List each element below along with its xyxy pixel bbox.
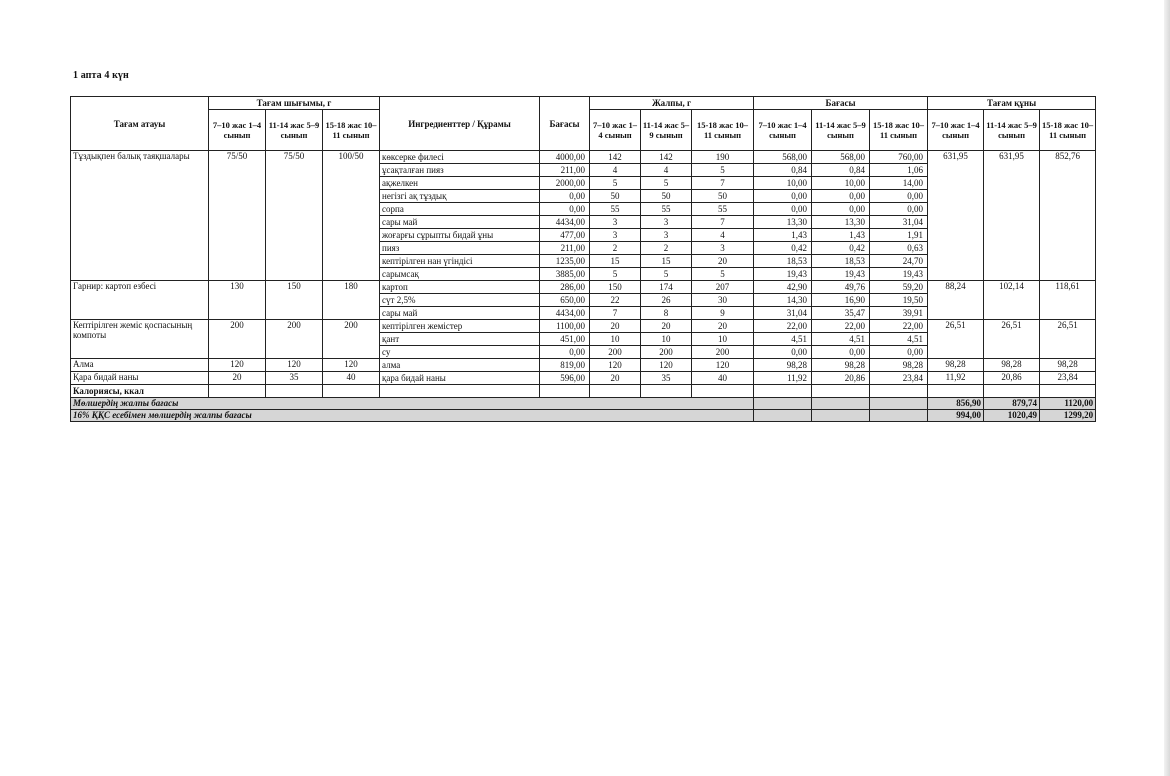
ingredient-gross: 3 xyxy=(641,229,692,242)
dish-cost: 26,51 xyxy=(928,320,984,359)
calories-row xyxy=(71,385,1096,398)
ingredient-gross: 10 xyxy=(641,333,692,346)
ingredient-name: сары май xyxy=(380,216,540,229)
total-vat-row xyxy=(71,410,1096,422)
ingredient-name: қант xyxy=(380,333,540,346)
dish-yield: 200 xyxy=(266,320,323,359)
ingredient-cost: 0,42 xyxy=(754,242,812,255)
ingredient-gross: 22 xyxy=(590,294,641,307)
ingredient-cost: 0,00 xyxy=(870,346,928,359)
ingredient-cost: 22,00 xyxy=(754,320,812,333)
ingredient-gross: 3 xyxy=(692,242,754,255)
ingredient-name: кептірілген нан үгіндісі xyxy=(380,255,540,268)
dish-cost: 23,84 xyxy=(1040,372,1096,385)
dish-name: Гарнир: картоп езбесі xyxy=(71,281,209,320)
total-value: 856,90 xyxy=(928,398,984,410)
dish-yield: 35 xyxy=(266,372,323,385)
ingredient-gross: 7 xyxy=(692,216,754,229)
header-gross-age: 15-18 жас 10–11 сынып xyxy=(692,110,754,151)
ingredient-price: 1235,00 xyxy=(540,255,590,268)
header-gross-group: Жалпы, г xyxy=(590,97,754,110)
ingredient-cost: 22,00 xyxy=(870,320,928,333)
calories-cell xyxy=(266,385,323,398)
dish-yield: 75/50 xyxy=(266,151,323,281)
header-price: Бағасы xyxy=(540,97,590,151)
dish-cost: 102,14 xyxy=(984,281,1040,320)
ingredient-cost: 1,43 xyxy=(754,229,812,242)
ingredient-cost: 0,00 xyxy=(812,190,870,203)
ingredient-name: сары май xyxy=(380,307,540,320)
total-spacer xyxy=(754,398,812,410)
ingredient-price: 451,00 xyxy=(540,333,590,346)
ingredient-cost: 13,30 xyxy=(754,216,812,229)
menu-table xyxy=(70,96,1096,422)
total-row xyxy=(71,398,1096,410)
menu-body xyxy=(71,151,1096,422)
ingredient-cost: 14,00 xyxy=(870,177,928,190)
ingredient-price: 650,00 xyxy=(540,294,590,307)
ingredient-gross: 40 xyxy=(692,372,754,385)
ingredient-cost: 16,90 xyxy=(812,294,870,307)
ingredient-gross: 55 xyxy=(590,203,641,216)
ingredient-name: су xyxy=(380,346,540,359)
dish-yield: 120 xyxy=(209,359,266,372)
ingredient-gross: 7 xyxy=(692,177,754,190)
ingredient-cost: 0,63 xyxy=(870,242,928,255)
ingredient-price: 211,00 xyxy=(540,242,590,255)
ingredient-gross: 2 xyxy=(641,242,692,255)
ingredient-price: 0,00 xyxy=(540,346,590,359)
ingredient-gross: 190 xyxy=(692,151,754,164)
ingredient-cost: 4,51 xyxy=(754,333,812,346)
ingredient-gross: 4 xyxy=(590,164,641,177)
ingredient-gross: 3 xyxy=(590,229,641,242)
dish-name: Алма xyxy=(71,359,209,372)
header-cost-age: 15-18 жас 10–11 сынып xyxy=(870,110,928,151)
ingredient-price: 477,00 xyxy=(540,229,590,242)
ingredient-gross: 2 xyxy=(590,242,641,255)
ingredient-cost: 0,00 xyxy=(870,203,928,216)
ingredient-name: кептірілген жемістер xyxy=(380,320,540,333)
ingredient-gross: 20 xyxy=(590,372,641,385)
dish-yield: 200 xyxy=(323,320,380,359)
total-spacer xyxy=(754,410,812,422)
ingredient-cost: 568,00 xyxy=(754,151,812,164)
ingredient-gross: 207 xyxy=(692,281,754,294)
ingredient-cost: 19,43 xyxy=(870,268,928,281)
total-vat-value: 1299,20 xyxy=(1040,410,1096,422)
ingredient-cost: 0,00 xyxy=(754,346,812,359)
ingredient-cost: 49,76 xyxy=(812,281,870,294)
ingredient-gross: 8 xyxy=(641,307,692,320)
ingredient-cost: 98,28 xyxy=(812,359,870,372)
dish-cost: 88,24 xyxy=(928,281,984,320)
ingredient-gross: 4 xyxy=(641,164,692,177)
total-spacer xyxy=(870,398,928,410)
header-dish-cost-age: 15-18 жас 10–11 сынып xyxy=(1040,110,1096,151)
calories-cell xyxy=(540,385,590,398)
total-label: Мөлшердің жалпы бағасы xyxy=(71,398,754,410)
ingredient-name: пияз xyxy=(380,242,540,255)
ingredient-cost: 1,43 xyxy=(812,229,870,242)
ingredient-gross: 150 xyxy=(590,281,641,294)
dish-name: Тұздықпен балық таяқшалары xyxy=(71,151,209,281)
ingredient-gross: 174 xyxy=(641,281,692,294)
ingredient-cost: 0,00 xyxy=(870,190,928,203)
ingredient-gross: 3 xyxy=(590,216,641,229)
ingredient-cost: 31,04 xyxy=(754,307,812,320)
dish-cost: 118,61 xyxy=(1040,281,1096,320)
ingredient-cost: 19,43 xyxy=(812,268,870,281)
ingredient-cost: 0,00 xyxy=(812,346,870,359)
ingredient-gross: 200 xyxy=(590,346,641,359)
ingredient-gross: 20 xyxy=(692,320,754,333)
ingredient-gross: 55 xyxy=(641,203,692,216)
ingredient-cost: 10,00 xyxy=(754,177,812,190)
ingredient-cost: 31,04 xyxy=(870,216,928,229)
ingredient-name: сорпа xyxy=(380,203,540,216)
ingredient-cost: 35,47 xyxy=(812,307,870,320)
dish-yield: 20 xyxy=(209,372,266,385)
ingredient-gross: 50 xyxy=(590,190,641,203)
ingredient-price: 0,00 xyxy=(540,190,590,203)
ingredient-name: ақжелкен xyxy=(380,177,540,190)
dish-yield: 180 xyxy=(323,281,380,320)
table-row xyxy=(71,151,1096,164)
calories-cell xyxy=(984,385,1040,398)
ingredient-cost: 0,84 xyxy=(754,164,812,177)
dish-yield: 100/50 xyxy=(323,151,380,281)
ingredient-gross: 50 xyxy=(692,190,754,203)
ingredient-name: сүт 2,5% xyxy=(380,294,540,307)
calories-cell xyxy=(754,385,812,398)
ingredient-gross: 55 xyxy=(692,203,754,216)
ingredient-cost: 1,06 xyxy=(870,164,928,177)
total-vat-value: 1020,49 xyxy=(984,410,1040,422)
ingredient-price: 4434,00 xyxy=(540,216,590,229)
dish-cost: 11,92 xyxy=(928,372,984,385)
ingredient-cost: 98,28 xyxy=(870,359,928,372)
ingredient-cost: 0,00 xyxy=(754,203,812,216)
calories-cell xyxy=(209,385,266,398)
dish-yield: 75/50 xyxy=(209,151,266,281)
ingredient-price: 2000,00 xyxy=(540,177,590,190)
ingredient-gross: 120 xyxy=(692,359,754,372)
ingredient-gross: 10 xyxy=(692,333,754,346)
header-dish-cost-group: Тағам құны xyxy=(928,97,1096,110)
ingredient-gross: 30 xyxy=(692,294,754,307)
ingredient-cost: 10,00 xyxy=(812,177,870,190)
dish-yield: 40 xyxy=(323,372,380,385)
dish-yield: 120 xyxy=(323,359,380,372)
ingredient-name: алма xyxy=(380,359,540,372)
dish-cost: 26,51 xyxy=(1040,320,1096,359)
header-dish-name: Тағам атауы xyxy=(71,97,209,151)
ingredient-price: 3885,00 xyxy=(540,268,590,281)
total-value: 1120,00 xyxy=(1040,398,1096,410)
ingredient-gross: 142 xyxy=(641,151,692,164)
ingredient-cost: 18,53 xyxy=(812,255,870,268)
day-title: 1 апта 4 күн xyxy=(73,70,129,81)
header-ingredients: Ингредиенттер / Құрамы xyxy=(380,97,540,151)
header-dish-cost-age: 7–10 жас 1–4 сынып xyxy=(928,110,984,151)
ingredient-cost: 760,00 xyxy=(870,151,928,164)
ingredient-cost: 0,42 xyxy=(812,242,870,255)
calories-cell xyxy=(692,385,754,398)
ingredient-gross: 35 xyxy=(641,372,692,385)
ingredient-gross: 5 xyxy=(590,268,641,281)
header-yield-group: Тағам шығымы, г xyxy=(209,97,380,110)
ingredient-name: жоғарғы сұрыпты бидай ұны xyxy=(380,229,540,242)
ingredient-gross: 26 xyxy=(641,294,692,307)
total-spacer xyxy=(812,410,870,422)
ingredient-cost: 24,70 xyxy=(870,255,928,268)
ingredient-cost: 11,92 xyxy=(754,372,812,385)
dish-cost: 852,76 xyxy=(1040,151,1096,281)
total-value: 879,74 xyxy=(984,398,1040,410)
ingredient-cost: 0,84 xyxy=(812,164,870,177)
dish-cost: 631,95 xyxy=(928,151,984,281)
ingredient-price: 819,00 xyxy=(540,359,590,372)
dish-yield: 120 xyxy=(266,359,323,372)
ingredient-gross: 15 xyxy=(641,255,692,268)
dish-yield: 150 xyxy=(266,281,323,320)
ingredient-gross: 5 xyxy=(692,164,754,177)
header-cost-group: Бағасы xyxy=(754,97,928,110)
dish-cost: 26,51 xyxy=(984,320,1040,359)
ingredient-price: 1100,00 xyxy=(540,320,590,333)
dish-cost: 631,95 xyxy=(984,151,1040,281)
dish-yield: 200 xyxy=(209,320,266,359)
total-spacer xyxy=(870,410,928,422)
header-dish-cost-age: 11-14 жас 5–9 сынып xyxy=(984,110,1040,151)
dish-cost: 20,86 xyxy=(984,372,1040,385)
ingredient-gross: 142 xyxy=(590,151,641,164)
ingredient-gross: 5 xyxy=(641,268,692,281)
ingredient-cost: 23,84 xyxy=(870,372,928,385)
calories-cell xyxy=(812,385,870,398)
ingredient-cost: 0,00 xyxy=(754,190,812,203)
ingredient-cost: 4,51 xyxy=(812,333,870,346)
ingredient-gross: 5 xyxy=(590,177,641,190)
ingredient-cost: 22,00 xyxy=(812,320,870,333)
ingredient-cost: 568,00 xyxy=(812,151,870,164)
ingredient-gross: 20 xyxy=(692,255,754,268)
total-vat-label: 16% ҚҚС есебімен мөлшердің жалпы бағасы xyxy=(71,410,754,422)
ingredient-cost: 13,30 xyxy=(812,216,870,229)
header-yield-age: 7–10 жас 1–4 сынып xyxy=(209,110,266,151)
ingredient-name: ұсақталған пияз xyxy=(380,164,540,177)
calories-cell xyxy=(380,385,540,398)
table-row xyxy=(71,320,1096,333)
header-yield-age: 15-18 жас 10–11 сынып xyxy=(323,110,380,151)
calories-cell xyxy=(928,385,984,398)
ingredient-gross: 9 xyxy=(692,307,754,320)
calories-cell xyxy=(870,385,928,398)
calories-label: Калориясы, ккал xyxy=(71,385,209,398)
table-row xyxy=(71,359,1096,372)
ingredient-name: көксерке филесі xyxy=(380,151,540,164)
ingredient-cost: 1,91 xyxy=(870,229,928,242)
calories-cell xyxy=(323,385,380,398)
ingredient-gross: 5 xyxy=(692,268,754,281)
ingredient-price: 4434,00 xyxy=(540,307,590,320)
ingredient-cost: 59,20 xyxy=(870,281,928,294)
dish-cost: 98,28 xyxy=(1040,359,1096,372)
ingredient-gross: 200 xyxy=(692,346,754,359)
header-cost-age: 11-14 жас 5–9 сынып xyxy=(812,110,870,151)
ingredient-gross: 4 xyxy=(692,229,754,242)
dish-name: Қара бидай наны xyxy=(71,372,209,385)
calories-cell xyxy=(590,385,641,398)
ingredient-price: 286,00 xyxy=(540,281,590,294)
ingredient-gross: 15 xyxy=(590,255,641,268)
ingredient-price: 0,00 xyxy=(540,203,590,216)
calories-cell xyxy=(1040,385,1096,398)
ingredient-gross: 3 xyxy=(641,216,692,229)
ingredient-gross: 7 xyxy=(590,307,641,320)
page-edge-shadow xyxy=(1164,0,1170,776)
ingredient-gross: 50 xyxy=(641,190,692,203)
ingredient-price: 596,00 xyxy=(540,372,590,385)
ingredient-name: картоп xyxy=(380,281,540,294)
table-row xyxy=(71,372,1096,385)
ingredient-gross: 200 xyxy=(641,346,692,359)
ingredient-gross: 20 xyxy=(641,320,692,333)
ingredient-name: қара бидай наны xyxy=(380,372,540,385)
ingredient-gross: 120 xyxy=(590,359,641,372)
header-yield-age: 11-14 жас 5–9 сынып xyxy=(266,110,323,151)
header-gross-age: 11-14 жас 5–9 сынып xyxy=(641,110,692,151)
header-gross-age: 7–10 жас 1–4 сынып xyxy=(590,110,641,151)
dish-cost: 98,28 xyxy=(928,359,984,372)
ingredient-gross: 10 xyxy=(590,333,641,346)
ingredient-gross: 5 xyxy=(641,177,692,190)
ingredient-name: негізгі ақ тұздық xyxy=(380,190,540,203)
ingredient-cost: 18,53 xyxy=(754,255,812,268)
dish-cost: 98,28 xyxy=(984,359,1040,372)
ingredient-cost: 42,90 xyxy=(754,281,812,294)
ingredient-gross: 20 xyxy=(590,320,641,333)
dish-name: Кептірілген жеміс қоспасының компоты xyxy=(71,320,209,359)
ingredient-cost: 0,00 xyxy=(812,203,870,216)
table-row xyxy=(71,281,1096,294)
ingredient-cost: 14,30 xyxy=(754,294,812,307)
ingredient-price: 4000,00 xyxy=(540,151,590,164)
calories-cell xyxy=(641,385,692,398)
ingredient-gross: 120 xyxy=(641,359,692,372)
ingredient-name: сарымсақ xyxy=(380,268,540,281)
dish-yield: 130 xyxy=(209,281,266,320)
ingredient-cost: 98,28 xyxy=(754,359,812,372)
header-cost-age: 7–10 жас 1–4 сынып xyxy=(754,110,812,151)
total-vat-value: 994,00 xyxy=(928,410,984,422)
ingredient-cost: 39,91 xyxy=(870,307,928,320)
ingredient-cost: 19,50 xyxy=(870,294,928,307)
ingredient-cost: 4,51 xyxy=(870,333,928,346)
total-spacer xyxy=(812,398,870,410)
ingredient-price: 211,00 xyxy=(540,164,590,177)
ingredient-cost: 19,43 xyxy=(754,268,812,281)
ingredient-cost: 20,86 xyxy=(812,372,870,385)
